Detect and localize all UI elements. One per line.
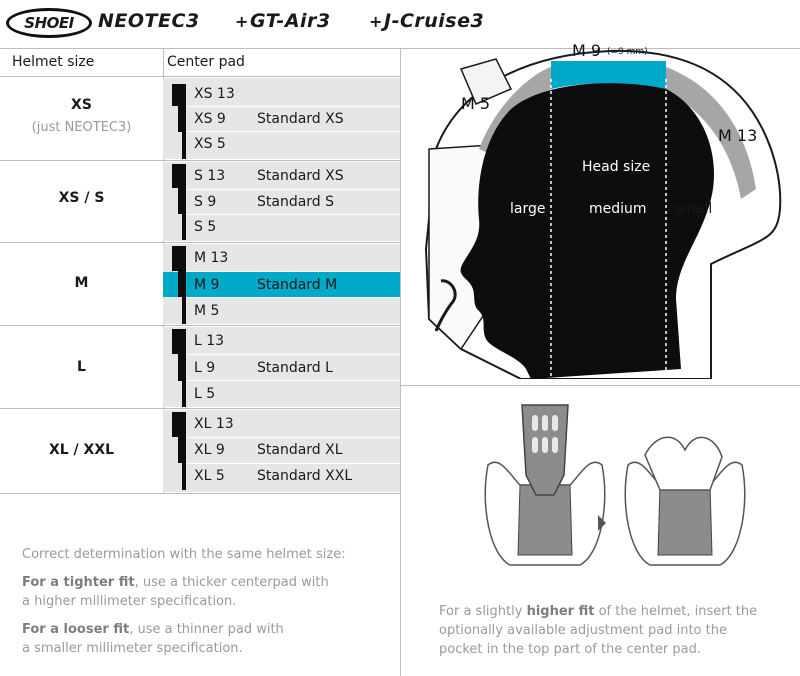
divider [0, 76, 400, 77]
plus-sign: + [235, 12, 249, 31]
notes-right [439, 602, 794, 659]
std-xxl: Standard XXL [257, 468, 353, 484]
size-l: L [77, 359, 86, 375]
std-xs: Standard XS [257, 111, 344, 127]
pad-thickness-icons [168, 78, 190, 493]
note-right-line2: optionally available adjustment pad into the [439, 623, 727, 638]
std-m: Standard M [257, 277, 338, 293]
pad-xl9: XL 9 [194, 442, 225, 458]
pad-l13: L 13 [194, 333, 225, 349]
label-head-size: Head size [582, 159, 651, 175]
row-sep [182, 189, 400, 190]
label-small: small [675, 201, 713, 217]
note-tighter [22, 573, 392, 592]
pad-xl5: XL 5 [194, 468, 225, 484]
divider [400, 385, 800, 386]
pad-s9: S 9 [194, 194, 217, 210]
row-sep [182, 297, 400, 298]
size-xs-s: XS / S [58, 190, 105, 206]
label-m5: M 5 [461, 94, 491, 113]
note-looser-rest: , use a thinner pad with [129, 622, 284, 637]
size-m: M [74, 275, 89, 291]
brand-text: SHOEI [24, 14, 74, 32]
pad-s5: S 5 [194, 219, 217, 235]
divider [0, 493, 400, 494]
model-j-cruise3: J-Cruise3 [384, 10, 485, 32]
std-s: Standard S [257, 194, 335, 210]
notes-left [22, 545, 392, 658]
pad-l5: L 5 [194, 386, 216, 402]
label-m13: M 13 [718, 126, 758, 145]
bottom-mask [401, 379, 800, 384]
pad-m9: M 9 [194, 277, 220, 293]
row-sep [182, 271, 400, 272]
note-looser-line2: a smaller millimeter specification. [22, 641, 243, 656]
pad-l9: L 9 [194, 360, 216, 376]
pad-xs5: XS 5 [194, 136, 226, 152]
label-m9: M 9 [572, 41, 602, 60]
row-sep [182, 437, 400, 438]
col-helmet-size: Helmet size [12, 54, 95, 70]
row-sep [182, 106, 400, 107]
std-xl: Standard XL [257, 442, 343, 458]
row-sep [182, 354, 400, 355]
divider [0, 160, 400, 161]
plus-sign: + [369, 12, 383, 31]
divider [0, 325, 400, 326]
pad-xl13: XL 13 [194, 416, 234, 432]
label-m9-note: (=9 mm) [607, 47, 648, 57]
divider [0, 242, 400, 243]
model-neotec3: NEOTEC3 [98, 10, 200, 32]
row-sep [182, 380, 400, 381]
std-l: Standard L [257, 360, 333, 376]
label-medium: medium [589, 201, 647, 217]
row-sep [182, 463, 400, 464]
hands-icon [645, 437, 722, 490]
pad-xs13: XS 13 [194, 86, 235, 102]
col-center-pad: Center pad [167, 54, 245, 70]
model-gt-air3: GT-Air3 [250, 10, 331, 32]
shoei-logo [6, 8, 92, 38]
head-silhouette [461, 83, 714, 379]
center-pad-right [658, 485, 712, 555]
size-xs: XS [71, 97, 92, 113]
std-xs-2: Standard XS [257, 168, 344, 184]
note-intro: Correct determination with the same helmet size: [22, 547, 346, 562]
note-right-1b: higher fit [526, 604, 595, 619]
label-large: large [510, 201, 546, 217]
pad-s13: S 13 [194, 168, 226, 184]
divider [0, 408, 400, 409]
row-sep [182, 131, 400, 132]
note-right-line1 [439, 602, 794, 621]
note-right-line3: pocket in the top part of the center pad. [439, 642, 702, 657]
note-right-1c: of the helmet, insert the [594, 604, 758, 619]
note-looser [22, 620, 392, 639]
note-tighter-bold: For a tighter fit [22, 575, 135, 590]
pad-m5: M 5 [194, 303, 220, 319]
row-sep [182, 214, 400, 215]
header [0, 0, 800, 48]
size-xs-note: (just NEOTEC3) [31, 120, 132, 135]
note-tighter-line2: a higher millimeter specification. [22, 594, 237, 609]
pad-insert-illustration [460, 395, 760, 575]
pad-xs9: XS 9 [194, 111, 226, 127]
pad-m13: M 13 [194, 250, 229, 266]
note-looser-bold: For a looser fit [22, 622, 130, 637]
note-right-1a: For a slightly [439, 604, 527, 619]
size-xl-xxl: XL / XXL [48, 442, 115, 458]
note-tighter-rest: , use a thicker centerpad with [134, 575, 329, 590]
